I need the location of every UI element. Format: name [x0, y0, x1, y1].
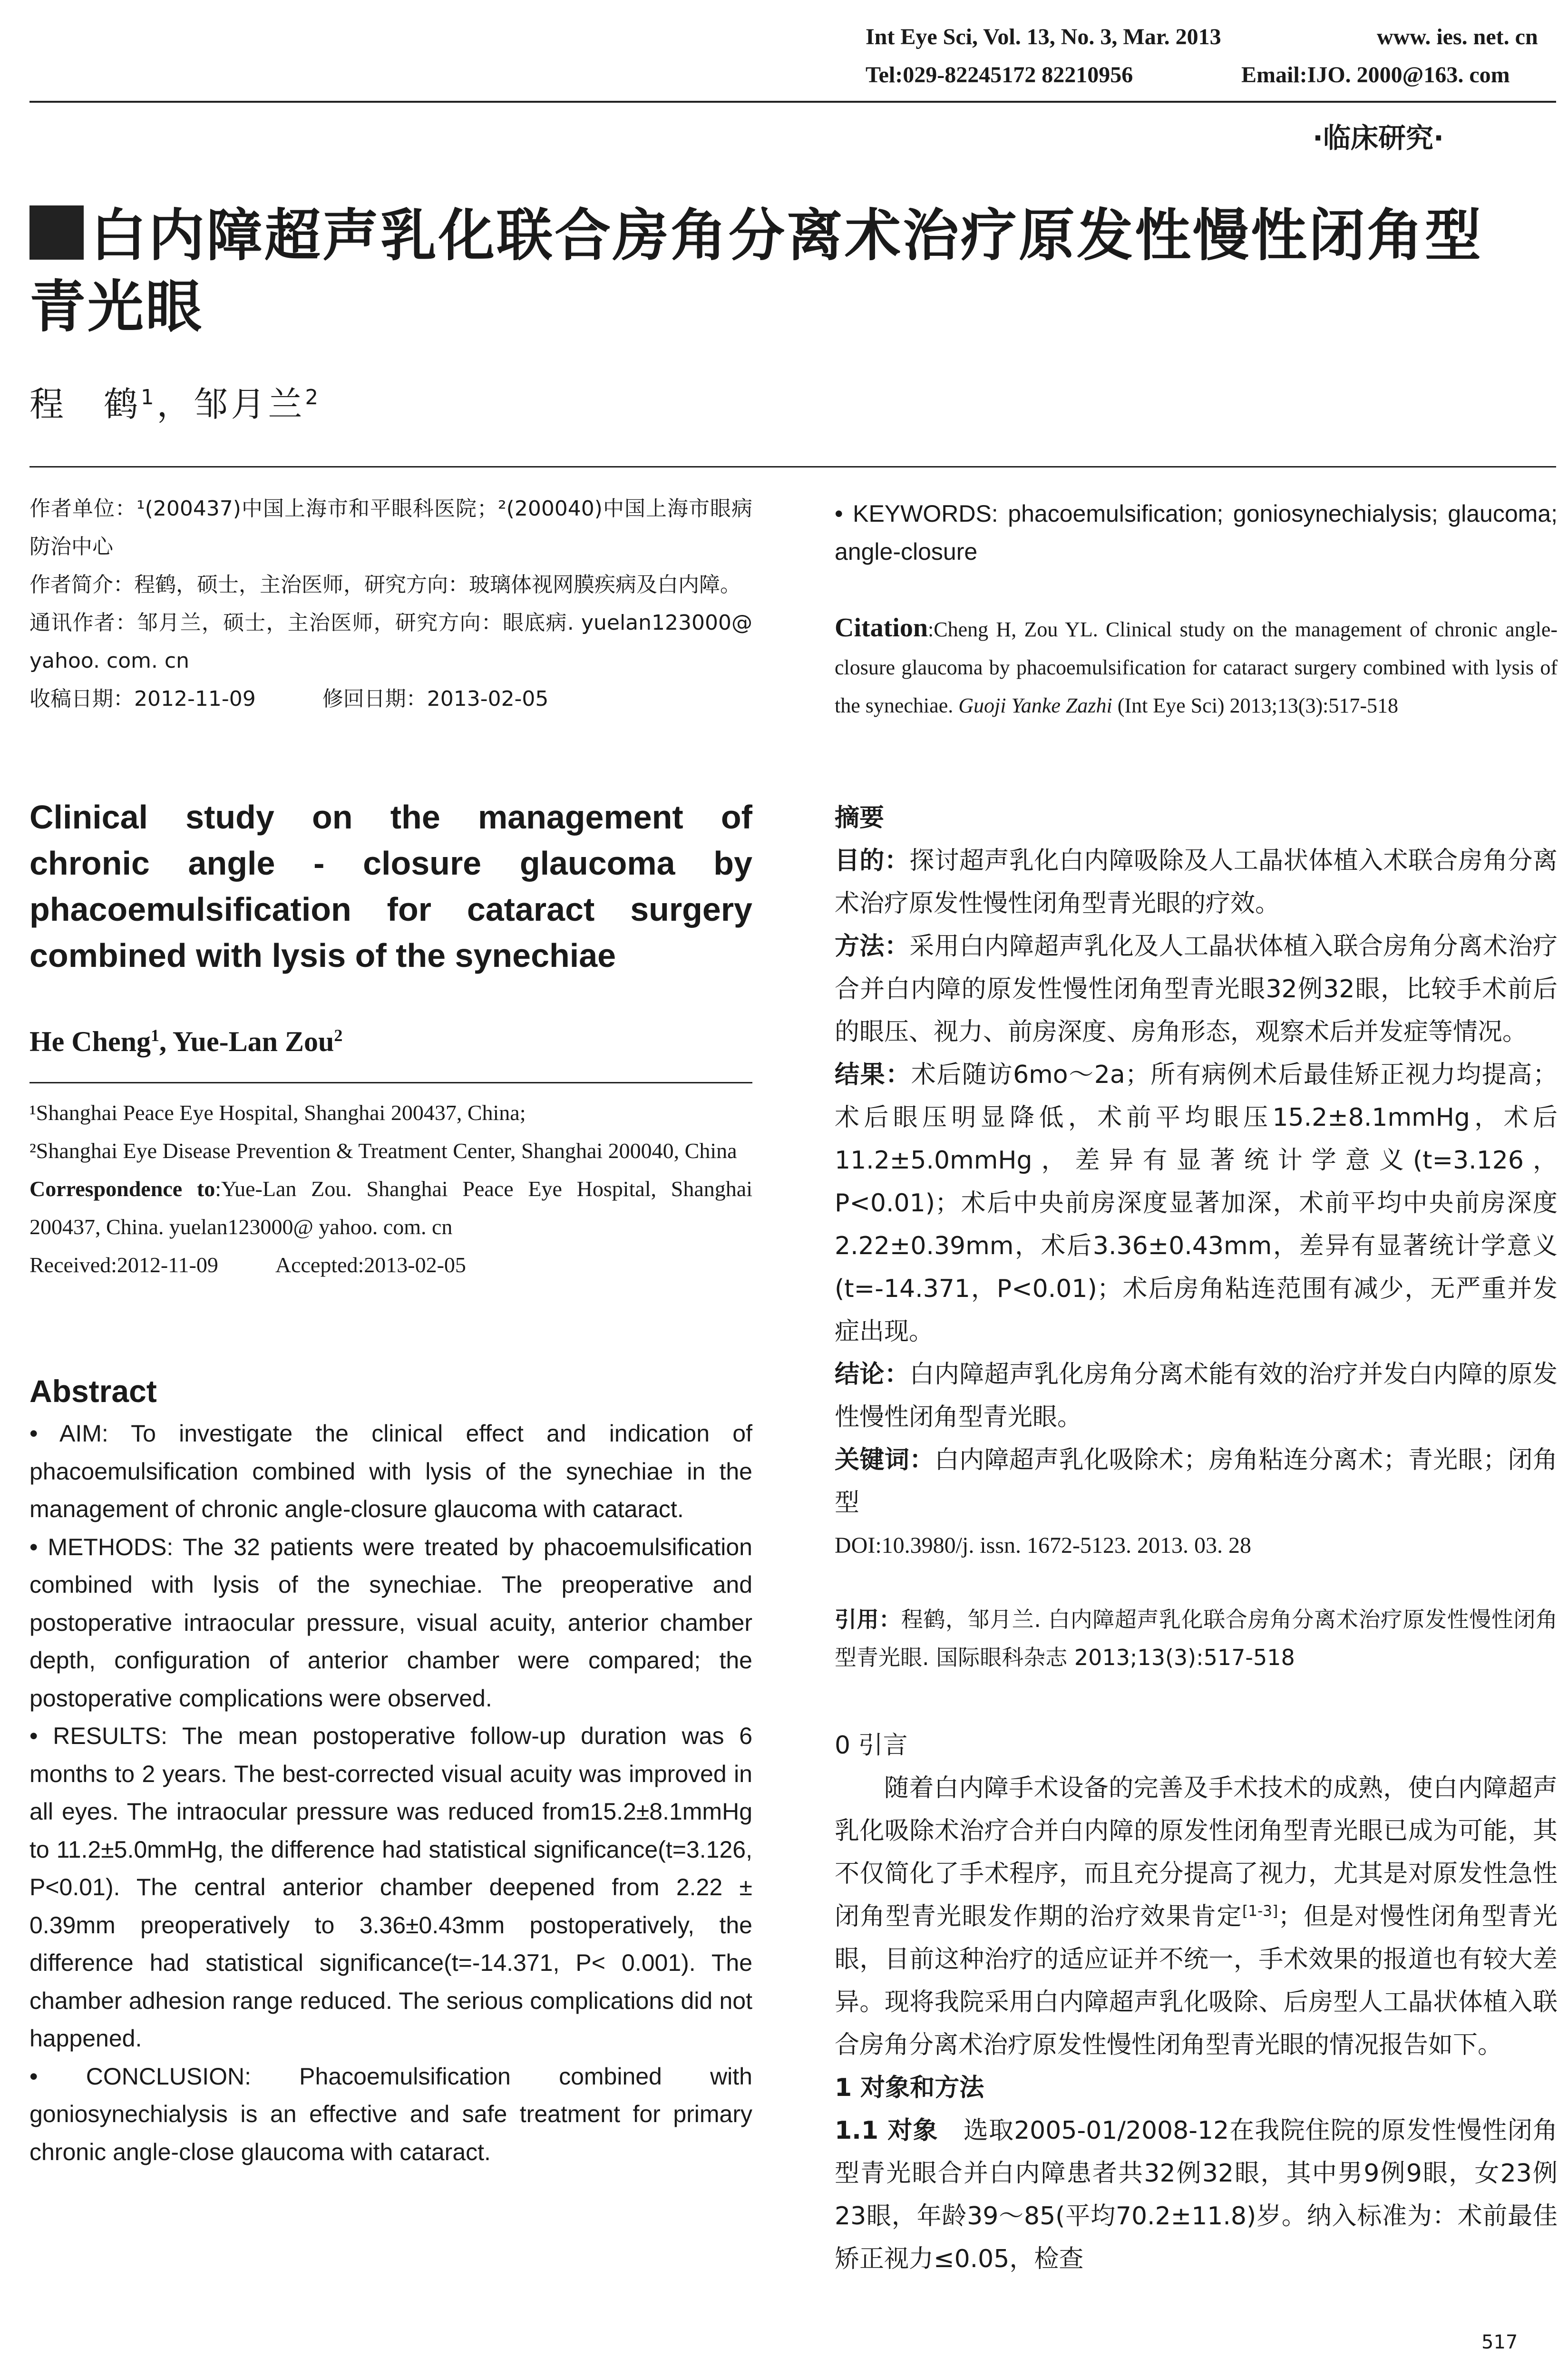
author-en-1: He Cheng — [29, 1026, 151, 1057]
affiliation-rule — [29, 1082, 752, 1083]
title-en-line2: chronic angle - closure glaucoma by — [29, 845, 752, 882]
aff-en-corr-text: :Yue-Lan Zou. Shanghai Peace Eye Hospital, Shanghai 200437, China. yuelan123000@ yahoo. com. cn — [29, 1177, 752, 1239]
authors-cn — [29, 380, 321, 428]
abstract-cn-result-label: 结果： — [835, 1061, 911, 1089]
title-cn — [29, 200, 1561, 342]
citation-journal: Guoji Yanke Zazhi — [958, 694, 1112, 717]
author-en-2: Yue-Lan Zou — [172, 1026, 334, 1057]
aff-cn-bio: 作者简介：程鹤，硕士，主治医师，研究方向：玻璃体视网膜疾病及白内障。 — [29, 573, 741, 597]
title-marker-icon — [29, 205, 84, 260]
title-en-line3: phacoemulsification for cataract surgery — [29, 891, 752, 928]
abstract-cn-aim-label: 目的： — [835, 847, 910, 875]
author-cn-2-sup: 2 — [305, 386, 321, 409]
aff-cn-unit: 作者单位：¹(200437)中国上海市和平眼科医院；²(200040)中国上海市眼病防治中心 — [29, 497, 752, 559]
intro-ref: [1-3] — [1242, 1902, 1278, 1920]
cite-cn-text: 程鹤，邹月兰. 白内障超声乳化联合房角分离术治疗原发性慢性闭角型青光眼. 国际眼科杂志 2013;13(3):517-518 — [835, 1607, 1558, 1670]
title-en — [29, 794, 752, 979]
journal-email: Email:IJO. 2000@163. com — [1241, 62, 1510, 88]
methods-sub-label: 1.1 对象 — [835, 2116, 938, 2145]
author-cn-sep: ， — [156, 384, 194, 424]
aff-en-2: ²Shanghai Eye Disease Prevention & Treatment Center, Shanghai 200040, China — [29, 1139, 737, 1163]
keywords-en: • KEYWORDS: phacoemulsification; goniosynechialysis; glaucoma; angle-closure — [835, 500, 1558, 565]
aff-cn-received: 收稿日期：2012-11-09 — [29, 687, 256, 711]
abstract-cn-doi: DOI:10.3980/j. issn. 1672-5123. 2013. 03. 28 — [835, 1533, 1251, 1558]
affiliation-cn — [29, 490, 752, 718]
abstract-cn-kw-label: 关键词： — [835, 1446, 935, 1474]
author-cn-1-sup: 1 — [141, 386, 157, 409]
aff-cn-corr: 通讯作者：邹月兰，硕士，主治医师，研究方向：眼底病. yuelan123000@ yahoo. com. cn — [29, 611, 752, 673]
abstract-body — [29, 1415, 752, 2171]
section-label: ·临床研究· — [1313, 122, 1444, 154]
abstract-cn-kw: 白内障超声乳化吸除术；房角粘连分离术；青光眼；闭角型 — [835, 1446, 1558, 1517]
citation-tail: (Int Eye Sci) 2013;13(3):517-518 — [1117, 694, 1398, 717]
citation-en — [835, 609, 1558, 725]
intro-para: 随着白内障手术设备的完善及手术技术的成熟，使白内障超声乳化吸除术治疗合并白内障的原发性闭角型青光眼已成为可能，其不仅简化了手术程序，而且充分提高了视力，尤其是对原发性急性闭角型青光眼发作期的治疗效果肯定 — [835, 1774, 1558, 1931]
journal-info: Int Eye Sci, Vol. 13, No. 3, Mar. 2013 — [866, 24, 1221, 49]
title-en-line4: combined with lysis of the synechiae — [29, 937, 616, 974]
abstract-methods: • METHODS: The 32 patients were treated by phacoemulsification combined with lysis of the synechiae. The preoperative and postoperative intraocular pressure, visual acuity, anterior chamber depth, configuration of anterior chamber were compared; the postoperative complications were observed. — [29, 1533, 752, 1712]
header-rule — [29, 101, 1556, 103]
intro-section — [835, 1724, 1558, 2280]
citation-text: :Cheng H, Zou YL. Clinical study on the management of chronic angle-closure glaucoma by phacoemulsification for cataract surgery combined with lysis of the synechiae. — [835, 618, 1558, 717]
aff-cn-revised: 修回日期：2013-02-05 — [322, 687, 549, 711]
methods-heading: 1 对象和方法 — [835, 2074, 984, 2102]
aff-en-1: ¹Shanghai Peace Eye Hospital, Shanghai 200437, China; — [29, 1101, 526, 1125]
abstract-cn-conclusion: 白内障超声乳化房角分离术能有效的治疗并发白内障的原发性慢性闭角型青光眼。 — [835, 1360, 1558, 1432]
author-en-2-sup: 2 — [334, 1026, 343, 1045]
cite-cn — [835, 1600, 1558, 1676]
abstract-cn-aim: 探讨超声乳化白内障吸除及人工晶状体植入术联合房角分离术治疗原发性慢性闭角型青光眼的疗效。 — [835, 847, 1558, 918]
abstract-results: • RESULTS: The mean postoperative follow-up duration was 6 months to 2 years. The best-corrected visual acuity was improved in all eyes. The intraocular pressure was reduced from15.2±8.1mmHg to 11.2±5.0mmHg, the difference had statistical significance(t=3.126, P<0.01). The central anterior chamber deepened from 2.22 ± 0.39mm preoperatively to 3.36±0.43mm postoperatively, the difference had statistical significance(t=-14.371, P< 0.001). The chamber adhesion range reduced. The serious complications did not happened. — [29, 1723, 752, 2052]
abstract-cn-method: 采用白内障超声乳化及人工晶状体植入联合房角分离术治疗合并白内障的原发性慢性闭角型青光眼32例32眼，比较手术前后的眼压、视力、前房深度、房角形态，观察术后并发症等情况。 — [835, 932, 1558, 1046]
citation-label: Citation — [835, 613, 928, 643]
authors-rule — [29, 466, 1556, 468]
affiliation-en — [29, 1094, 752, 1284]
abstract-cn-method-label: 方法： — [835, 932, 910, 961]
abstract-heading: Abstract — [29, 1374, 157, 1409]
methods-text: 选取2005-01/2008-12在我院住院的原发性慢性闭角型青光眼合并白内障患者共32例32眼，其中男9例9眼，女23例23眼，年龄39～85(平均70.2±11.8)岁。纳入标准为：术前最佳矫正视力≤0.05，检查 — [835, 2116, 1558, 2273]
title-cn-line1: 白内障超声乳化联合房角分离术治疗原发性慢性闭角型 — [90, 203, 1483, 268]
journal-website: www. ies. net. cn — [1377, 24, 1538, 49]
title-en-line1: Clinical study on the management of — [29, 799, 752, 836]
title-cn-line2: 青光眼 — [29, 274, 204, 340]
journal-tel: Tel:029-82245172 82210956 — [866, 62, 1133, 88]
author-en-sep: , — [159, 1026, 173, 1057]
abstract-cn-result: 术后随访6mo～2a；所有病例术后最佳矫正视力均提高；术后眼压明显降低，术前平均眼压15.2±8.1mmHg，术后11.2±5.0mmHg，差异有显著统计学意义(t=3.126，P<0.01)；术后中央前房深度显著加深，术前平均中央前房深度2.22±0.39mm，术后3.36±0.43mm，差异有显著统计学意义(t=-14.371，P<0.01)；术后房角粘连范围有减少，无严重并发症出现。 — [835, 1061, 1558, 1346]
abstract-conclusion: • CONCLUSION: Phacoemulsification combined with goniosynechialysis is an effective and safe treatment for primary chronic angle-close glaucoma with cataract. — [29, 2063, 752, 2165]
intro-para2: ；但是对慢性闭角型青光眼，目前这种治疗的适应证并不统一，手术效果的报道也有较大差异。现将我院采用白内障超声乳化吸除、后房型人工晶状体植入联合房角分离术治疗原发性慢性闭角型青光眼的情况报告如下。 — [835, 1902, 1558, 2059]
intro-heading: 0 引言 — [835, 1731, 908, 1760]
abstract-aim: • AIM: To investigate the clinical effect and indication of phacoemulsification combined with lysis of the synechiae in the management of chronic angle-closure glaucoma with cataract. — [29, 1420, 752, 1522]
author-cn-2: 邹月兰 — [194, 384, 305, 424]
author-en-1-sup: 1 — [151, 1026, 159, 1045]
aff-en-accepted: Accepted:2013-02-05 — [275, 1253, 466, 1277]
authors-en — [29, 1023, 342, 1061]
abstract-cn — [835, 797, 1558, 1567]
page-number: 517 — [1481, 2331, 1518, 2353]
abstract-cn-conclusion-label: 结论： — [835, 1360, 910, 1389]
author-cn-1: 程 鹤 — [29, 384, 141, 424]
abstract-cn-heading: 摘要 — [835, 804, 885, 832]
cite-cn-label: 引用： — [835, 1607, 901, 1632]
aff-en-corr-label: Correspondence to — [29, 1177, 215, 1201]
aff-en-received: Received:2012-11-09 — [29, 1253, 218, 1277]
